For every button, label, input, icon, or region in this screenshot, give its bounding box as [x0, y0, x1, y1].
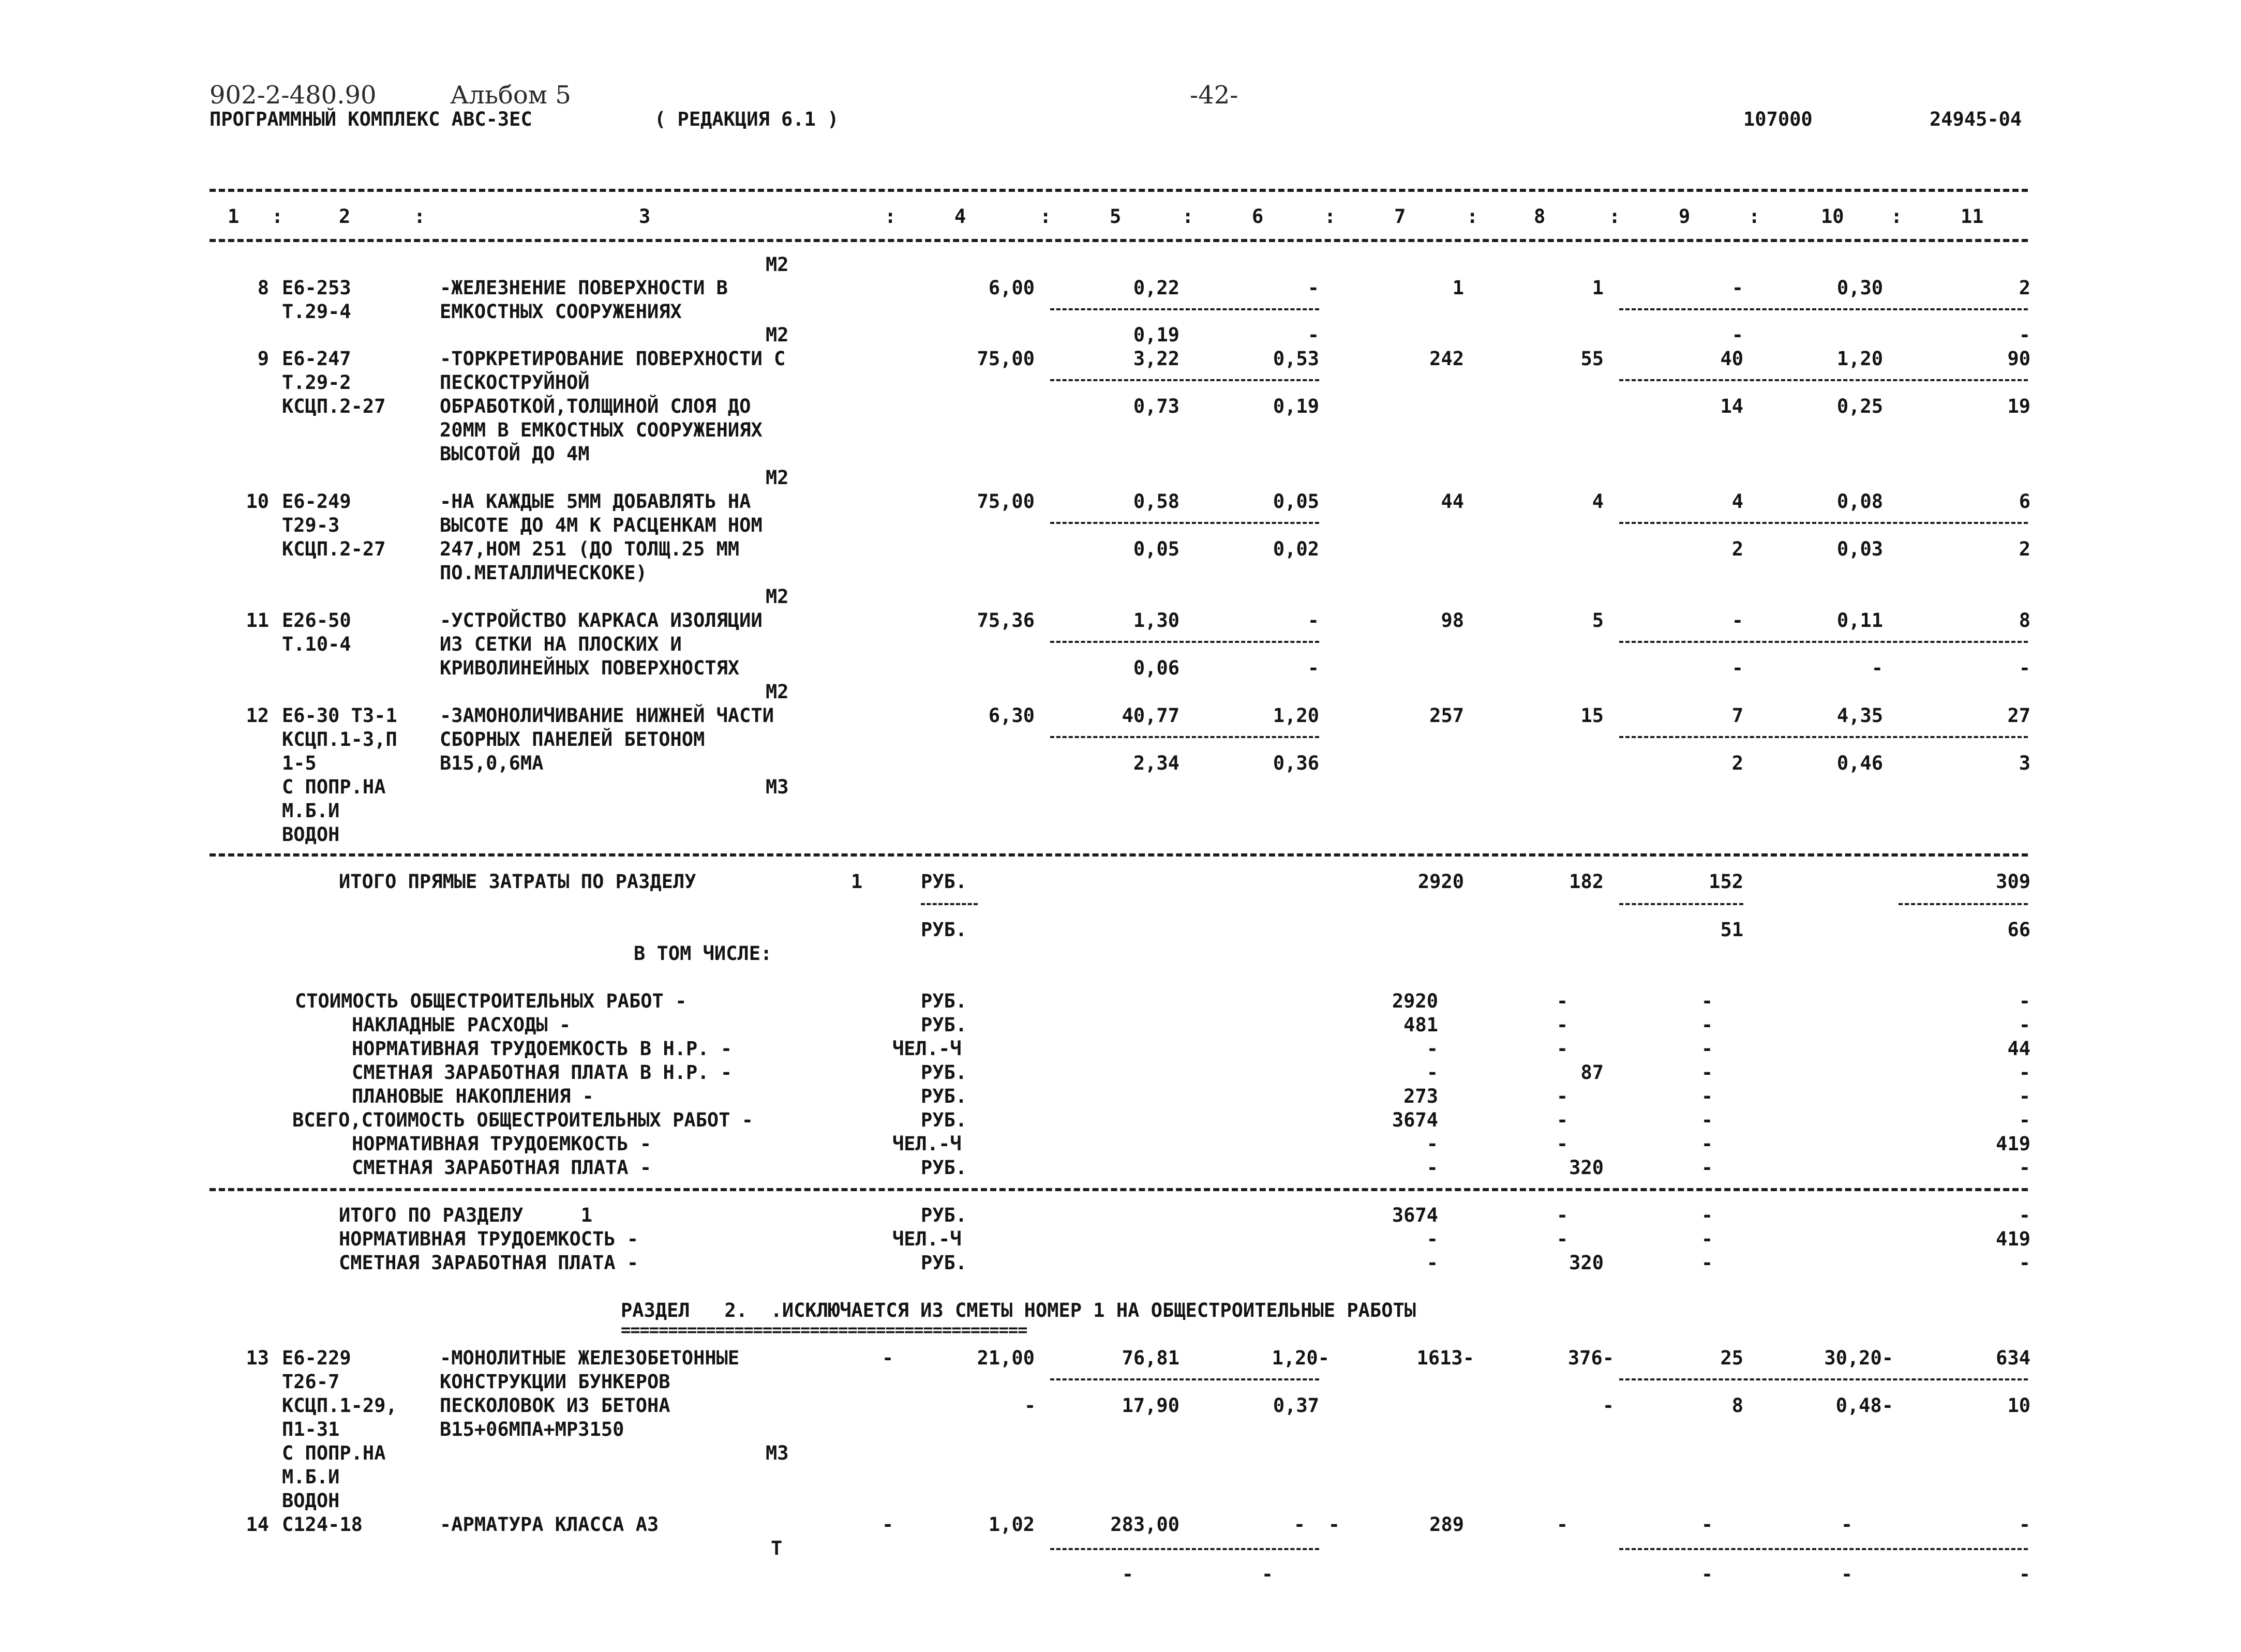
col11-sub-value: 3: [2019, 752, 2030, 774]
unit-label: М2: [766, 467, 789, 489]
breakdown-label: СМЕТНАЯ ЗАРАБОТНАЯ ПЛАТА -: [352, 1157, 652, 1179]
section-total-col9: -: [1701, 1228, 1713, 1250]
breakdown-label: СМЕТНАЯ ЗАРАБОТНАЯ ПЛАТА В Н.Р. -: [352, 1061, 733, 1084]
column-header-8: 8: [1534, 205, 1546, 228]
col11-value: 309: [1996, 870, 2030, 893]
col10-sub-value: -: [1841, 1563, 1853, 1585]
quantity-value: 75,00: [977, 348, 1035, 370]
row-description-line: -ТОРКРЕТИРОВАНИЕ ПОВЕРХНОСТИ С: [440, 348, 786, 370]
wage-cost-value: 0,05: [1133, 538, 1179, 560]
column-separator: :: [1182, 205, 1194, 228]
breakdown-col11: -: [2019, 990, 2030, 1012]
col9-value: -: [1731, 609, 1743, 632]
col9-sub-value: 14: [1720, 395, 1743, 417]
breakdown-col7: -: [1426, 1038, 1438, 1060]
section-total-label: СМЕТНАЯ ЗАРАБОТНАЯ ПЛАТА -: [339, 1252, 639, 1274]
machine-wage-value: -: [1261, 1563, 1274, 1585]
breakdown-label: СТОИМОСТЬ ОБЩЕСТРОИТЕЛЬНЫХ РАБОТ -: [295, 990, 687, 1012]
row-code-line: Е6-249: [282, 490, 351, 513]
section-total-col8: -: [1556, 1204, 1568, 1226]
column-separator: :: [272, 205, 283, 228]
breakdown-unit: РУБ.: [921, 1157, 967, 1179]
col10-sub-value: 0,48-: [1835, 1394, 1893, 1417]
row-description-line: В15,0,6МА: [440, 752, 544, 774]
machine-cost-value: 1,20-: [1272, 1347, 1329, 1369]
total-cost-value: 257: [1429, 704, 1464, 727]
edition-label: ( РЕДАКЦИЯ 6.1 ): [654, 108, 839, 130]
unit-cost-value: 40,77: [1122, 704, 1179, 727]
section-rule: [210, 1188, 2028, 1191]
column-separator: :: [1891, 205, 1903, 228]
col8-value: 5: [1592, 609, 1604, 632]
col11-value: -: [2019, 1513, 2030, 1536]
machine-cost-value: -: [1307, 277, 1319, 299]
section-total-col11: -: [2019, 1252, 2030, 1274]
wage-cost-value: 17,90: [1122, 1394, 1179, 1417]
column-header-11: 11: [1961, 205, 1984, 228]
breakdown-col7: 2920: [1392, 990, 1438, 1012]
unit-label: М2: [766, 324, 789, 346]
breakdown-col8: 87: [1580, 1061, 1604, 1084]
minus-marker: -: [882, 1513, 894, 1536]
total-unit: РУБ.: [921, 919, 967, 941]
row-code-line: Е6-247: [282, 348, 351, 370]
section-total-label: НОРМАТИВНАЯ ТРУДОЕМКОСТЬ -: [339, 1228, 639, 1250]
header-number-2: 24945-04: [1930, 108, 2022, 130]
breakdown-label: ВСЕГО,СТОИМОСТЬ ОБЩЕСТРОИТЕЛЬНЫХ РАБОТ -: [292, 1109, 754, 1131]
section-total-col7: -: [1426, 1228, 1438, 1250]
breakdown-col9: -: [1701, 1061, 1713, 1084]
breakdown-label: ПЛАНОВЫЕ НАКОПЛЕНИЯ -: [352, 1085, 594, 1107]
row-description-line: ПЕСКОЛОВОК ИЗ БЕТОНА: [440, 1394, 670, 1417]
row-code-line: КСЦП.1-3,П: [282, 728, 397, 750]
row-code-line: КСЦП.1-29,: [282, 1394, 397, 1417]
row-code-line: С ПОПР.НА: [282, 1442, 386, 1464]
cell-divider: [1619, 903, 1743, 905]
col10-value: 0,30: [1836, 277, 1883, 299]
cell-divider: [1050, 379, 1319, 381]
machine-cost-value: 0,05: [1273, 490, 1319, 513]
breakdown-col9: -: [1701, 1014, 1713, 1036]
column-separator: :: [885, 205, 897, 228]
col9-value: -: [1731, 277, 1743, 299]
col8-value: -: [1556, 1513, 1568, 1536]
total-cost-value: 98: [1441, 609, 1464, 632]
row-description-line: ИЗ СЕТКИ НА ПЛОСКИХ И: [440, 633, 682, 655]
col11-sub-value: 66: [2007, 919, 2030, 941]
breakdown-unit: ЧЕЛ.-Ч: [892, 1038, 962, 1060]
col11-value: 8: [2019, 609, 2030, 632]
quantity-value: 75,36: [977, 609, 1035, 632]
breakdown-col11: -: [2019, 1085, 2030, 1107]
breakdown-unit: ЧЕЛ.-Ч: [892, 1133, 962, 1155]
col8-sub-value: -: [1602, 1394, 1614, 1417]
cell-divider: [1619, 736, 2028, 738]
breakdown-col8: -: [1556, 1014, 1568, 1036]
section-total-col7: -: [1426, 1252, 1438, 1274]
col10-sub-value: 0,25: [1836, 395, 1883, 417]
row-description-line: -НА КАЖДЫЕ 5ММ ДОБАВЛЯТЬ НА: [440, 490, 751, 513]
breakdown-unit: РУБ.: [921, 1109, 967, 1131]
col8-value: 55: [1580, 348, 1604, 370]
quantity-value: 1,02: [988, 1513, 1035, 1536]
cell-divider: [1050, 641, 1319, 643]
row-code-line: Т26-7: [282, 1371, 340, 1393]
row-description-line: КОНСТРУКЦИИ БУНКЕРОВ: [440, 1371, 670, 1393]
machine-cost-value: 0,53: [1273, 348, 1319, 370]
section-total-unit: ЧЕЛ.-Ч: [892, 1228, 962, 1250]
unit-label: Т: [771, 1537, 783, 1559]
section-total-col8: -: [1556, 1228, 1568, 1250]
col8-value: 1: [1592, 277, 1604, 299]
col10-value: 30,20-: [1824, 1347, 1893, 1369]
section-total-unit: РУБ.: [921, 1252, 967, 1274]
col10-sub-value: 0,03: [1836, 538, 1883, 560]
breakdown-col7: -: [1426, 1157, 1438, 1179]
section-2-title: РАЗДЕЛ 2. .ИСКЛЮЧАЕТСЯ ИЗ СМЕТЫ НОМЕР 1 НА ОБЩЕСТРОИТЕЛЬНЫЕ РАБОТЫ: [621, 1299, 1416, 1321]
col9-sub-value: 2: [1731, 752, 1743, 774]
col11-value: 634: [1996, 1347, 2030, 1369]
row-code-line: Т29-3: [282, 514, 340, 536]
cell-divider: [1050, 736, 1319, 738]
breakdown-col8: -: [1556, 990, 1568, 1012]
breakdown-col9: -: [1701, 1038, 1713, 1060]
machine-cost-value: - -: [1293, 1513, 1340, 1536]
col10-value: 1,20: [1836, 348, 1883, 370]
col9-sub-value: 8: [1731, 1394, 1743, 1417]
page-number: -42-: [1190, 81, 1238, 110]
header-number-1: 107000: [1743, 108, 1813, 130]
row-code-line: С124-18: [282, 1513, 363, 1536]
column-header-9: 9: [1679, 205, 1691, 228]
machine-wage-value: 0,37: [1273, 1394, 1319, 1417]
total-cost-value: 289: [1429, 1513, 1464, 1536]
col11-sub-value: -: [2019, 657, 2030, 679]
wage-cost-value: 2,34: [1133, 752, 1179, 774]
column-separator: :: [1324, 205, 1336, 228]
col9-sub-value: -: [1731, 657, 1743, 679]
column-header-1: 1: [228, 205, 240, 228]
row-code-line: ВОДОН: [282, 823, 340, 846]
row-description-line: ВЫСОТЕ ДО 4М К РАСЦЕНКАМ НОМ: [440, 514, 763, 536]
section-total-col11: 419: [1996, 1228, 2030, 1250]
section-total-col7: 3674: [1392, 1204, 1438, 1226]
quantity-value: 75,00: [977, 490, 1035, 513]
row-number: 8: [257, 277, 269, 299]
machine-wage-value: 0,36: [1273, 752, 1319, 774]
row-code-line: Е6-30 Т3-1: [282, 704, 397, 727]
row-description-line: ПЕСКОСТРУЙНОЙ: [440, 371, 590, 394]
breakdown-col7: 3674: [1392, 1109, 1438, 1131]
breakdown-col11: -: [2019, 1109, 2030, 1131]
col11-sub-value: 2: [2019, 538, 2030, 560]
total-label: ИТОГО ПРЯМЫЕ ЗАТРАТЫ ПО РАЗДЕЛУ: [339, 870, 696, 893]
col9-value: -: [1701, 1513, 1713, 1536]
col10-sub-value: 0,46: [1836, 752, 1883, 774]
wage-cost-value: 0,19: [1133, 324, 1179, 346]
cell-divider: [1619, 1548, 2028, 1550]
row-description-line: -МОНОЛИТНЫЕ ЖЕЛЕЗОБЕТОННЫЕ: [440, 1347, 740, 1369]
breakdown-col9: -: [1701, 1085, 1713, 1107]
breakdown-col7: -: [1426, 1133, 1438, 1155]
section-total-label: ИТОГО ПО РАЗДЕЛУ 1: [339, 1204, 593, 1226]
column-header-6: 6: [1252, 205, 1264, 228]
col9-value: 7: [1731, 704, 1743, 727]
total-cost-value: 1: [1452, 277, 1464, 299]
program-title: ПРОГРАММНЫЙ КОМПЛЕКС АВС-ЗЕС: [210, 108, 532, 130]
col9-value: 152: [1709, 870, 1743, 893]
row-code-line: С ПОПР.НА: [282, 776, 386, 798]
col10-value: -: [1841, 1513, 1853, 1536]
machine-cost-value: 1,20: [1273, 704, 1319, 727]
col8-value: 182: [1569, 870, 1604, 893]
breakdown-col8: -: [1556, 1085, 1568, 1107]
col9-sub-value: -: [1731, 324, 1743, 346]
cell-divider: [1619, 308, 2028, 310]
row-code-line: КСЦП.2-27: [282, 395, 386, 417]
unit-label: М2: [766, 253, 789, 276]
breakdown-unit: РУБ.: [921, 1061, 967, 1084]
total-unit: РУБ.: [921, 870, 967, 893]
breakdown-col11: -: [2019, 1061, 2030, 1084]
column-header-10: 10: [1821, 205, 1844, 228]
breakdown-col11: -: [2019, 1014, 2030, 1036]
row-description-line: -УСТРОЙСТВО КАРКАСА ИЗОЛЯЦИИ: [440, 609, 763, 632]
machine-wage-value: 0,19: [1273, 395, 1319, 417]
breakdown-unit: РУБ.: [921, 1014, 967, 1036]
col11-sub-value: 19: [2007, 395, 2030, 417]
row-description-line: 247,НОМ 251 (ДО ТОЛЩ.25 ММ: [440, 538, 740, 560]
cell-divider: [1619, 1378, 2028, 1380]
cell-divider: [1619, 641, 2028, 643]
row-code-line: М.Б.И: [282, 1466, 340, 1488]
including-label: В ТОМ ЧИСЛЕ:: [634, 942, 772, 965]
unit-label: М3: [766, 776, 789, 798]
col10-value: 4,35: [1836, 704, 1883, 727]
breakdown-col8: -: [1556, 1133, 1568, 1155]
breakdown-col11: 44: [2007, 1038, 2030, 1060]
minus-marker: -: [882, 1347, 894, 1369]
quantity-value: 21,00: [977, 1347, 1035, 1369]
row-description-line: ЕМКОСТНЫХ СООРУЖЕНИЯХ: [440, 301, 682, 323]
row-code-line: Е6-253: [282, 277, 351, 299]
cell-divider: [1619, 379, 2028, 381]
unit-label: М2: [766, 585, 789, 608]
section-total-col8: 320: [1569, 1252, 1604, 1274]
col9-sub-value: -: [1701, 1563, 1713, 1585]
row-description-line: -ЗАМОНОЛИЧИВАНИЕ НИЖНЕЙ ЧАСТИ: [440, 704, 774, 727]
row-code-line: П1-31: [282, 1418, 340, 1440]
col11-value: 2: [2019, 277, 2030, 299]
cell-divider: [1050, 308, 1319, 310]
row-code-line: ВОДОН: [282, 1490, 340, 1512]
cell-divider: [1619, 522, 2028, 524]
row-description-line: -АРМАТУРА КЛАССА А3: [440, 1513, 659, 1536]
unit-cost-value: 76,81: [1122, 1347, 1179, 1369]
col9-sub-value: 51: [1720, 919, 1743, 941]
total-cost-value: 44: [1441, 490, 1464, 513]
unit-cost-value: 283,00: [1110, 1513, 1179, 1536]
row-description-line: -ЖЕЛЕЗНЕНИЕ ПОВЕРХНОСТИ В: [440, 277, 728, 299]
quantity-value: 6,30: [988, 704, 1035, 727]
machine-wage-value: -: [1307, 324, 1319, 346]
breakdown-col11: -: [2019, 1157, 2030, 1179]
breakdown-col9: -: [1701, 1157, 1713, 1179]
col8-value: 15: [1580, 704, 1604, 727]
row-number: 9: [257, 348, 269, 370]
column-header-2: 2: [339, 205, 351, 228]
breakdown-col9: -: [1701, 990, 1713, 1012]
machine-wage-value: 0,02: [1273, 538, 1319, 560]
wage-cost-value: 0,06: [1133, 657, 1179, 679]
col9-sub-value: 2: [1731, 538, 1743, 560]
row-description-line: СБОРНЫХ ПАНЕЛЕЙ БЕТОНОМ: [440, 728, 705, 750]
unit-label: М2: [766, 681, 789, 703]
breakdown-col8: -: [1556, 1038, 1568, 1060]
row-number: 10: [246, 490, 269, 513]
row-description-line: 20ММ В ЕМКОСТНЫХ СООРУЖЕНИЯХ: [440, 419, 763, 441]
row-description-line: ОБРАБОТКОЙ,ТОЛЩИНОЙ СЛОЯ ДО: [440, 395, 751, 417]
section-total-col9: -: [1701, 1252, 1713, 1274]
column-header-3: 3: [639, 205, 651, 228]
album-label: Альбом 5: [450, 81, 571, 110]
col11-value: 27: [2007, 704, 2030, 727]
row-number: 11: [246, 609, 269, 632]
row-number: 14: [246, 1513, 269, 1536]
col8-value: 376-: [1567, 1347, 1614, 1369]
breakdown-label: НОРМАТИВНАЯ ТРУДОЕМКОСТЬ В Н.Р. -: [352, 1038, 733, 1060]
unit-label: М3: [766, 1442, 789, 1464]
cell-divider: [1050, 522, 1319, 524]
col11-sub-value: 10: [2007, 1394, 2030, 1417]
section-rule: [210, 853, 2028, 857]
machine-cost-value: -: [1307, 609, 1319, 632]
section-total-col9: -: [1701, 1204, 1713, 1226]
wage-cost-value: -: [1122, 1563, 1134, 1585]
col8-value: 4: [1592, 490, 1604, 513]
row-code-line: М.Б.И: [282, 800, 340, 822]
row-code-line: Т.29-2: [282, 371, 351, 394]
cell-divider: [1050, 1378, 1319, 1380]
breakdown-unit: РУБ.: [921, 990, 967, 1012]
breakdown-col11: 419: [1996, 1133, 2030, 1155]
cell-divider: [1050, 1548, 1319, 1550]
col10-value: 0,08: [1836, 490, 1883, 513]
row-code-line: Е6-229: [282, 1347, 351, 1369]
row-description-line: В15+06МПА+МРЗ150: [440, 1418, 624, 1440]
cell-divider: [1899, 903, 2028, 905]
row-number: 13: [246, 1347, 269, 1369]
col11-sub-value: -: [2019, 1563, 2030, 1585]
breakdown-col9: -: [1701, 1133, 1713, 1155]
row-code-line: Т.29-4: [282, 301, 351, 323]
row-code-line: Е26-50: [282, 609, 351, 632]
quantity-value: 6,00: [988, 277, 1035, 299]
col9-value: 40: [1720, 348, 1743, 370]
column-separator: :: [1609, 205, 1621, 228]
minus-marker: -: [1024, 1394, 1036, 1417]
row-code-line: 1-5: [282, 752, 317, 774]
column-separator: :: [1467, 205, 1478, 228]
unit-cost-value: 0,22: [1133, 277, 1179, 299]
row-description-line: ПО.МЕТАЛЛИЧЕСКОКЕ): [440, 562, 647, 584]
column-separator: :: [414, 205, 426, 228]
document-code: 902-2-480.90: [210, 81, 377, 110]
unit-cost-value: 3,22: [1133, 348, 1179, 370]
row-code-line: Т.10-4: [282, 633, 351, 655]
row-description-line: ВЫСОТОЙ ДО 4М: [440, 443, 590, 465]
machine-wage-value: -: [1307, 657, 1319, 679]
col11-sub-value: -: [2019, 324, 2030, 346]
row-description-line: КРИВОЛИНЕЙНЫХ ПОВЕРХНОСТЯХ: [440, 657, 740, 679]
unit-cost-value: 1,30: [1133, 609, 1179, 632]
table-top-rule: [210, 189, 2028, 192]
total-section-number: 1: [851, 870, 863, 893]
breakdown-col7: -: [1426, 1061, 1438, 1084]
column-header-7: 7: [1394, 205, 1406, 228]
column-header-5: 5: [1110, 205, 1122, 228]
breakdown-col7: 481: [1403, 1014, 1438, 1036]
breakdown-col8: 320: [1569, 1157, 1604, 1179]
col9-value: 4: [1731, 490, 1743, 513]
breakdown-label: НАКЛАДНЫЕ РАСХОДЫ -: [352, 1014, 571, 1036]
section-2-underline: ===========================================: [621, 1320, 1027, 1340]
breakdown-unit: РУБ.: [921, 1085, 967, 1107]
breakdown-col9: -: [1701, 1109, 1713, 1131]
column-separator: :: [1749, 205, 1760, 228]
section-total-col11: -: [2019, 1204, 2030, 1226]
table-header-rule: [210, 239, 2028, 242]
row-code-line: КСЦП.2-27: [282, 538, 386, 560]
total-cost-value: 1613-: [1416, 1347, 1474, 1369]
wage-cost-value: 0,73: [1133, 395, 1179, 417]
cell-divider: [921, 903, 978, 905]
column-header-4: 4: [954, 205, 966, 228]
breakdown-col7: 273: [1403, 1085, 1438, 1107]
section-total-unit: РУБ.: [921, 1204, 967, 1226]
col10-sub-value: -: [1871, 657, 1883, 679]
total-cost-value: 242: [1429, 348, 1464, 370]
col11-value: 90: [2007, 348, 2030, 370]
total-cost-value: 2920: [1417, 870, 1464, 893]
col10-value: 0,11: [1836, 609, 1883, 632]
breakdown-col8: -: [1556, 1109, 1568, 1131]
breakdown-label: НОРМАТИВНАЯ ТРУДОЕМКОСТЬ -: [352, 1133, 652, 1155]
col9-value: 25: [1720, 1347, 1743, 1369]
col11-value: 6: [2019, 490, 2030, 513]
column-separator: :: [1040, 205, 1052, 228]
row-number: 12: [246, 704, 269, 727]
unit-cost-value: 0,58: [1133, 490, 1179, 513]
